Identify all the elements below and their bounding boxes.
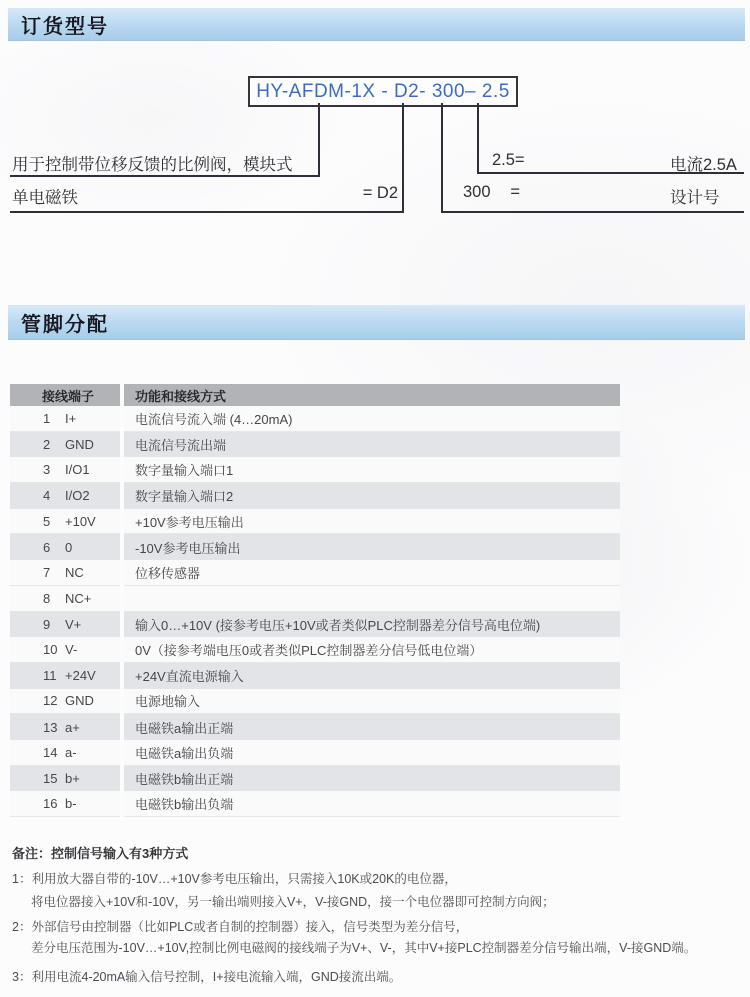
terminal-name: NC+ bbox=[65, 590, 92, 606]
table-row bbox=[10, 483, 620, 509]
diagram-connector-line bbox=[441, 103, 443, 213]
table-row bbox=[10, 637, 620, 663]
current-code: 2.5= bbox=[492, 151, 525, 169]
note-line: 差分电压范围为-10V…+10V,控制比例电磁阀的接线端子为V+、V-，其中V+接PLC控制器差分信号输出端，V-接GND端。 bbox=[31, 941, 697, 955]
table-row bbox=[10, 432, 620, 458]
pin-number: 6 bbox=[43, 539, 51, 555]
terminal-cell bbox=[10, 534, 120, 560]
terminal-cell bbox=[10, 663, 120, 689]
function-cell: +10V参考电压输出 bbox=[124, 509, 620, 535]
terminal-name: b+ bbox=[65, 770, 80, 786]
table-row bbox=[10, 509, 620, 535]
function-cell: 电磁铁b输出负端 bbox=[124, 791, 620, 817]
terminal-cell bbox=[10, 406, 120, 432]
pin-number: 2 bbox=[43, 437, 51, 453]
function-cell: 输入0…+10V (接参考电压+10V或者类似PLC控制器差分信号高电位端) bbox=[124, 612, 620, 638]
terminal-name: I/O1 bbox=[65, 462, 90, 478]
feature-label: 用于控制带位移反馈的比例阀，模块式 bbox=[12, 156, 293, 174]
pin-number: 8 bbox=[43, 590, 51, 606]
table-row bbox=[10, 766, 620, 792]
function-cell: 电磁铁b输出正端 bbox=[124, 766, 620, 792]
pin-number: 13 bbox=[43, 719, 58, 735]
terminal-name: V- bbox=[65, 642, 78, 658]
table-row bbox=[10, 586, 620, 612]
table-row bbox=[10, 791, 620, 817]
note-line: 2：外部信号由控制器（比如PLC或者自制的控制器）接入，信号类型为差分信号， bbox=[12, 920, 469, 934]
section-title-pins: 管脚分配 bbox=[21, 313, 109, 336]
design-label: 设计号 bbox=[670, 189, 720, 207]
table-row bbox=[10, 406, 620, 432]
pin-number: 16 bbox=[43, 796, 58, 812]
terminal-cell bbox=[10, 457, 120, 483]
table-row bbox=[10, 714, 620, 740]
notes-heading: 备注：控制信号输入有3种方式 bbox=[12, 846, 189, 861]
pin-number: 14 bbox=[43, 744, 58, 760]
note-line: 3：利用电流4-20mA输入信号控制，I+接电流输入端，GND接流出端。 bbox=[12, 970, 402, 984]
pin-number: 10 bbox=[43, 642, 58, 658]
function-cell: +24V直流电源输入 bbox=[124, 663, 620, 689]
terminal-cell bbox=[10, 586, 120, 612]
terminal-cell bbox=[10, 612, 120, 638]
diagram-connector-line bbox=[10, 175, 320, 177]
diagram-connector-line bbox=[10, 211, 404, 213]
section-header-ordering bbox=[8, 8, 745, 41]
table-header-terminal: 接线端子 bbox=[10, 384, 120, 406]
terminal-name: +24V bbox=[65, 668, 96, 684]
pin-number: 4 bbox=[43, 488, 51, 504]
terminal-name: GND bbox=[65, 437, 94, 453]
pin-number: 11 bbox=[43, 668, 57, 684]
pin-number: 12 bbox=[43, 693, 58, 709]
diagram-connector-line bbox=[441, 211, 744, 213]
terminal-cell bbox=[10, 689, 120, 715]
diagram-connector-line bbox=[318, 103, 320, 176]
terminal-name: a- bbox=[65, 744, 77, 760]
solenoid-label: 单电磁铁 bbox=[12, 189, 78, 207]
function-cell: 电流信号流出端 bbox=[124, 432, 620, 458]
design-code bbox=[463, 183, 520, 202]
table-row bbox=[10, 560, 620, 586]
terminal-cell bbox=[10, 483, 120, 509]
table-row bbox=[10, 740, 620, 766]
diagram-connector-line bbox=[402, 103, 404, 213]
model-code-text: HY-AFDM-1X - D2- 300– 2.5 bbox=[256, 80, 510, 102]
pin-number: 9 bbox=[43, 616, 51, 632]
terminal-cell bbox=[10, 637, 120, 663]
pin-number: 3 bbox=[43, 462, 51, 478]
section-header-pins bbox=[8, 305, 745, 340]
table-header-row bbox=[10, 384, 620, 406]
terminal-name: 0 bbox=[65, 539, 73, 555]
terminal-name: I/O2 bbox=[65, 488, 90, 504]
table-row bbox=[10, 457, 620, 483]
diagram-connector-line bbox=[477, 103, 479, 174]
terminal-name: I+ bbox=[65, 410, 77, 426]
terminal-name: NC bbox=[65, 564, 84, 580]
function-cell: 0V（接参考端电压0或者类似PLC控制器差分信号低电位端） bbox=[124, 637, 620, 663]
pin-number: 5 bbox=[43, 513, 51, 529]
function-cell bbox=[124, 586, 620, 612]
function-cell: 电磁铁a输出负端 bbox=[124, 740, 620, 766]
function-cell: 电流信号流入端 (4…20mA) bbox=[124, 406, 620, 432]
section-title-ordering: 订货型号 bbox=[21, 15, 109, 38]
function-cell: 数字量输入端口1 bbox=[124, 457, 620, 483]
function-cell: -10V参考电压输出 bbox=[124, 534, 620, 560]
terminal-name: b- bbox=[65, 796, 77, 812]
function-cell: 电源地输入 bbox=[124, 689, 620, 715]
table-header-function: 功能和接线方式 bbox=[124, 384, 620, 406]
table-row bbox=[10, 689, 620, 715]
pin-number: 15 bbox=[43, 770, 58, 786]
note-line: 1：利用放大器自带的-10V…+10V参考电压输出，只需接入10K或20K的电位器， bbox=[12, 872, 457, 886]
design-number: 300 bbox=[463, 183, 491, 201]
terminal-cell bbox=[10, 560, 120, 586]
table-row bbox=[10, 663, 620, 689]
function-cell: 数字量输入端口2 bbox=[124, 483, 620, 509]
terminal-name: +10V bbox=[65, 513, 96, 529]
note-line: 将电位器接入+10V和-10V，另一输出端则接入V+，V-接GND，接一个电位器即可控制方向阀； bbox=[31, 895, 555, 909]
terminal-name: GND bbox=[65, 693, 94, 709]
terminal-cell bbox=[10, 791, 120, 817]
pin-number: 1 bbox=[43, 410, 51, 426]
current-label: 电流2.5A bbox=[670, 156, 737, 174]
terminal-cell bbox=[10, 766, 120, 792]
terminal-cell bbox=[10, 509, 120, 535]
design-equals: = bbox=[510, 183, 520, 201]
terminal-cell bbox=[10, 714, 120, 740]
function-cell: 位移传感器 bbox=[124, 560, 620, 586]
terminal-name: a+ bbox=[65, 719, 80, 735]
solenoid-value: = D2 bbox=[362, 184, 398, 202]
terminal-cell bbox=[10, 740, 120, 766]
terminal-cell bbox=[10, 432, 120, 458]
table-row bbox=[10, 612, 620, 638]
table-row bbox=[10, 534, 620, 560]
pin-assignment-table bbox=[10, 384, 620, 817]
terminal-name: V+ bbox=[65, 616, 82, 632]
pin-number: 7 bbox=[43, 564, 51, 580]
function-cell: 电磁铁a输出正端 bbox=[124, 714, 620, 740]
